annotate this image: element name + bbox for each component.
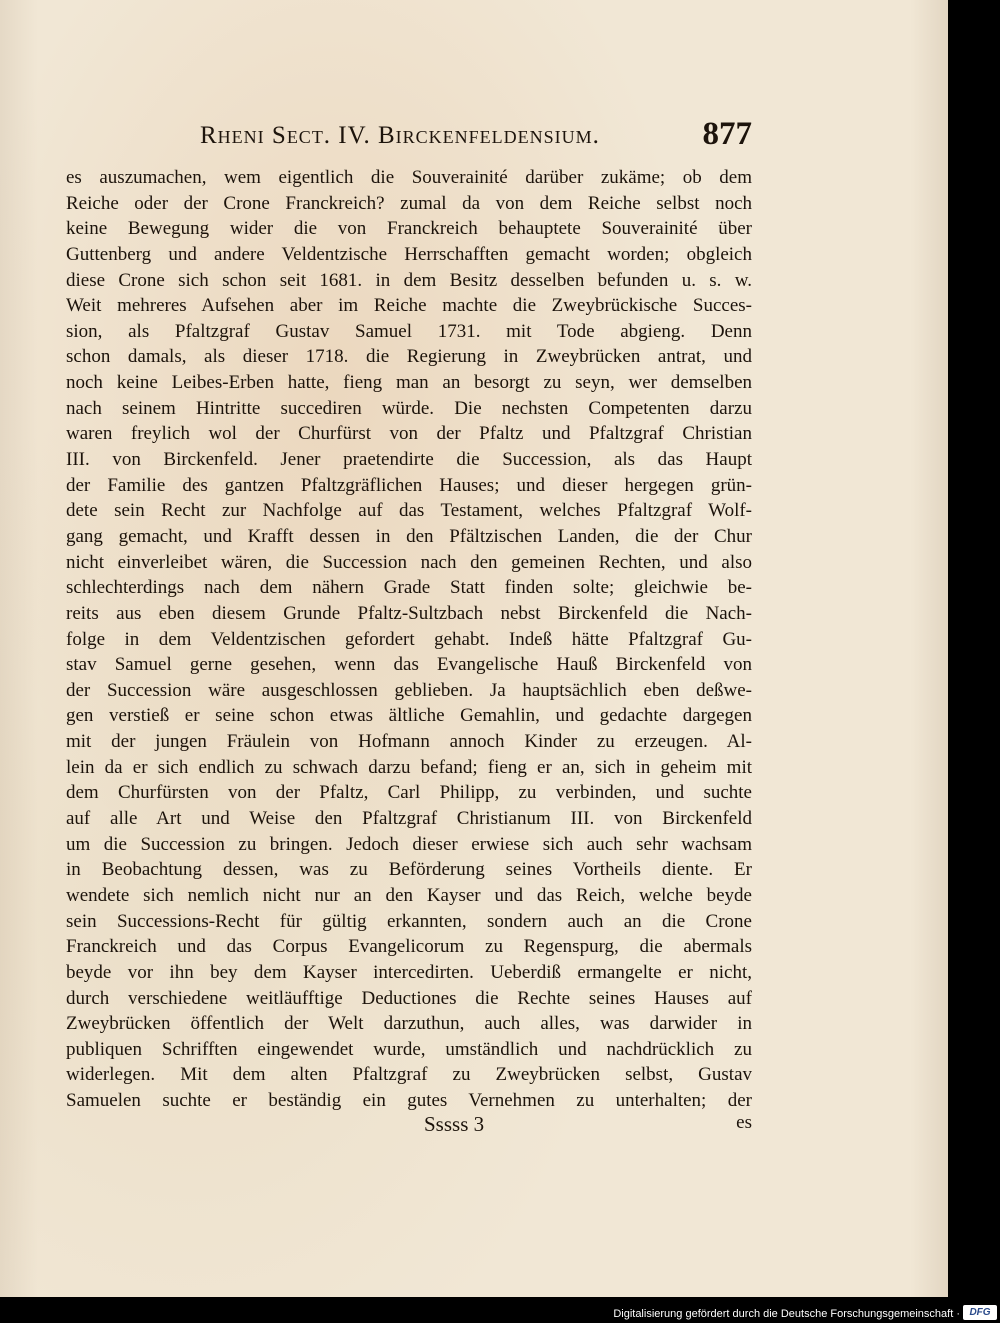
text-line: es auszumachen, wem eigentlich die Souverainité darüber zukäme; ob dem — [66, 167, 752, 188]
text-line: der Familie des gantzen Pfaltzgräflichen Hauses; und dieser hergegen grün- — [66, 474, 752, 496]
text-line: publiquen Schrifften eingewendet wurde, umständlich und nachdrücklich zu — [66, 1038, 752, 1060]
text-line: auf alle Art und Weise den Pfaltzgraf Christianum III. von Birckenfeld — [66, 808, 752, 830]
digitization-credit: Digitalisierung gefördert durch die Deutsche Forschungsgemeinschaft · — [613, 1308, 960, 1320]
text-line: dem Churfürsten von der Pfaltz, Carl Philipp, zu verbinden, und suchte — [66, 782, 752, 804]
text-line: dete sein Recht zur Nachfolge auf das Testament, welches Pfaltzgraf Wolf- — [66, 500, 752, 522]
text-line: Reiche oder der Crone Franckreich? zumal da von dem Reiche selbst noch — [66, 192, 752, 214]
text-line: Zweybrücken öffentlich der Welt darzuthun, auch alles, was darwider in — [66, 1013, 752, 1035]
text-line: keine Bewegung wider die von Franckreich behauptete Souverainité über — [66, 218, 752, 240]
text-line: Samuelen suchte er beständig ein gutes Vernehmen zu unterhalten; der — [66, 1090, 752, 1112]
text-line: der Succession wäre ausgeschlossen geblieben. Ja hauptsächlich eben deßwe- — [66, 679, 752, 701]
text-line: um die Succession zu bringen. Jedoch dieser erwiese sich auch sehr wachsam — [66, 833, 752, 855]
text-line: III. von Birckenfeld. Jener praetendirte die Succession, als das Haupt — [66, 449, 752, 471]
text-line: schlechterdings nach dem nähern Grade Statt finden solte; gleichwie be- — [66, 577, 752, 599]
text-line: Weit mehreres Aufsehen aber im Reiche machte die Zweybrückische Succes- — [66, 295, 752, 317]
text-line: waren freylich wol der Churfürst von der Pfaltz und Pfaltzgraf Christian — [66, 423, 752, 445]
page-footer — [66, 1112, 752, 1142]
text-line: sein Successions-Recht für gültig erkannten, sondern auch an die Crone — [66, 910, 752, 932]
text-line: lein da er sich endlich zu schwach darzu befand; fieng er an, sich in geheim mit — [66, 756, 752, 778]
text-line: gang gemacht, und Krafft dessen in den Pfältzischen Landen, die der Chur — [66, 525, 752, 547]
text-line: Franckreich und das Corpus Evangelicorum zu Regenspurg, die abermals — [66, 936, 752, 958]
text-line: schon damals, als dieser 1718. die Regierung in Zweybrücken antrat, und — [66, 346, 752, 368]
text-line: beyde vor ihn bey dem Kayser intercedirten. Ueberdiß ermangelte er nicht, — [66, 961, 752, 983]
text-line: stav Samuel gerne gesehen, wenn das Evangelische Hauß Birckenfeld von — [66, 654, 752, 676]
text-line: widerlegen. Mit dem alten Pfaltzgraf zu Zweybrücken selbst, Gustav — [66, 1064, 752, 1086]
page-header — [200, 116, 752, 156]
dfg-logo: DFG — [963, 1305, 997, 1320]
text-line: Guttenberg und andere Veldentzische Herrschafften gemacht worden; obgleich — [66, 243, 752, 265]
text-line: diese Crone sich schon seit 1681. in dem Besitz desselben befunden u. s. w. — [66, 269, 752, 291]
text-line: sion, als Pfaltzgraf Gustav Samuel 1731. mit Tode abgieng. Denn — [66, 320, 752, 342]
signature-mark: Sssss 3 — [424, 1112, 485, 1136]
catchword: es — [736, 1112, 752, 1133]
text-line: nicht einverleibet wären, die Succession nach den gemeinen Rechten, und also — [66, 551, 752, 573]
text-line: folge in dem Veldentzischen gefordert gehabt. Indeß hätte Pfaltzgraf Gu- — [66, 628, 752, 650]
text-line: in Beobachtung dessen, was zu Beförderung seines Vortheils diente. Er — [66, 859, 752, 881]
text-line: durch verschiedene weitläufftige Deductiones die Rechte seines Hauses auf — [66, 987, 752, 1009]
running-title: Rheni Sect. IV. Birckenfeldensium. — [200, 122, 600, 149]
text-line: noch keine Leibes-Erben hatte, fieng man an besorgt zu seyn, wer demselben — [66, 372, 752, 394]
text-line: nach seinem Hintritte succediren würde. Die nechsten Competenten darzu — [66, 397, 752, 419]
body-text — [66, 165, 752, 1114]
text-line: mit der jungen Fräulein von Hofmann annoch Kinder zu erzeugen. Al- — [66, 731, 752, 753]
page-number: 877 — [702, 116, 752, 152]
text-line: reits aus eben diesem Grunde Pfaltz-Sultzbach nebst Birckenfeld die Nach- — [66, 602, 752, 624]
text-line: gen verstieß er seine schon etwas ältliche Gemahlin, und gedachte dargegen — [66, 705, 752, 727]
text-line: wendete sich nemlich nicht nur an den Kayser und das Reich, welche beyde — [66, 884, 752, 906]
